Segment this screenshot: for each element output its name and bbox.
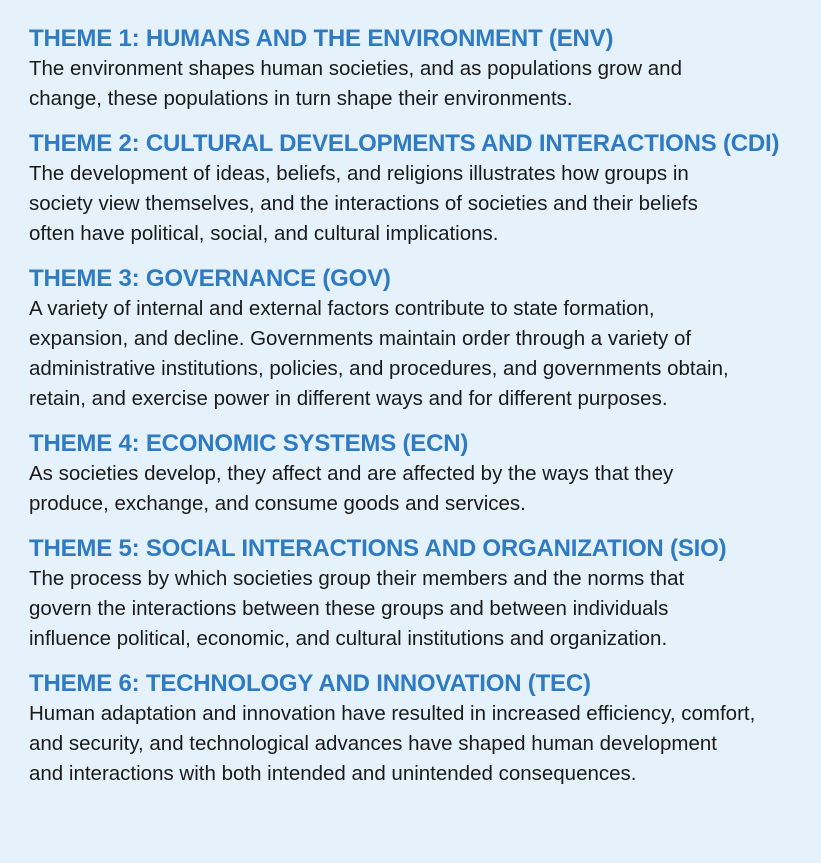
theme-3-line-4: retain, and exercise power in different ways and for different purposes.: [29, 387, 668, 410]
theme-4-line-1: As societies develop, they affect and are affected by the ways that they: [29, 462, 674, 485]
theme-4-description: [29, 459, 801, 519]
theme-5-section: [29, 534, 801, 654]
theme-5-line-2: govern the interactions between these groups and between individuals: [29, 597, 669, 620]
theme-6-line-2: and security, and technological advances have shaped human development: [29, 732, 717, 755]
theme-2-line-3: often have political, social, and cultural implications.: [29, 222, 499, 245]
theme-2-description: [29, 159, 801, 249]
theme-1-line-2: change, these populations in turn shape their environments.: [29, 87, 573, 110]
theme-1-heading: THEME 1: HUMANS AND THE ENVIRONMENT (ENV): [29, 25, 614, 52]
theme-1-section: [29, 24, 801, 114]
theme-3-line-1: A variety of internal and external factors contribute to state formation,: [29, 297, 655, 320]
theme-4-line-2: produce, exchange, and consume goods and services.: [29, 492, 526, 515]
theme-3-heading: THEME 3: GOVERNANCE (GOV): [29, 265, 391, 292]
theme-2-heading: THEME 2: CULTURAL DEVELOPMENTS AND INTERACTIONS (CDI): [29, 130, 780, 157]
theme-6-section: [29, 669, 801, 789]
theme-3-section: [29, 264, 801, 414]
theme-5-line-3: influence political, economic, and cultural institutions and organization.: [29, 627, 668, 650]
theme-6-line-1: Human adaptation and innovation have resulted in increased efficiency, comfort,: [29, 702, 756, 725]
theme-2-line-2: society view themselves, and the interactions of societies and their beliefs: [29, 192, 698, 215]
theme-6-heading: THEME 6: TECHNOLOGY AND INNOVATION (TEC): [29, 670, 591, 697]
theme-2-line-1: The development of ideas, beliefs, and religions illustrates how groups in: [29, 162, 689, 185]
theme-1-description: [29, 54, 801, 114]
theme-4-heading: THEME 4: ECONOMIC SYSTEMS (ECN): [29, 430, 469, 457]
theme-6-line-3: and interactions with both intended and unintended consequences.: [29, 762, 637, 785]
theme-4-section: [29, 429, 801, 519]
theme-2-section: [29, 129, 801, 249]
theme-5-heading: THEME 5: SOCIAL INTERACTIONS AND ORGANIZATION (SIO): [29, 535, 727, 562]
theme-3-description: [29, 294, 801, 414]
theme-5-description: [29, 564, 801, 654]
theme-1-line-1: The environment shapes human societies, and as populations grow and: [29, 57, 682, 80]
theme-5-line-1: The process by which societies group their members and the norms that: [29, 567, 685, 590]
theme-3-line-3: administrative institutions, policies, and procedures, and governments obtain,: [29, 357, 729, 380]
theme-3-line-2: expansion, and decline. Governments maintain order through a variety of: [29, 327, 692, 350]
theme-6-description: [29, 699, 801, 789]
